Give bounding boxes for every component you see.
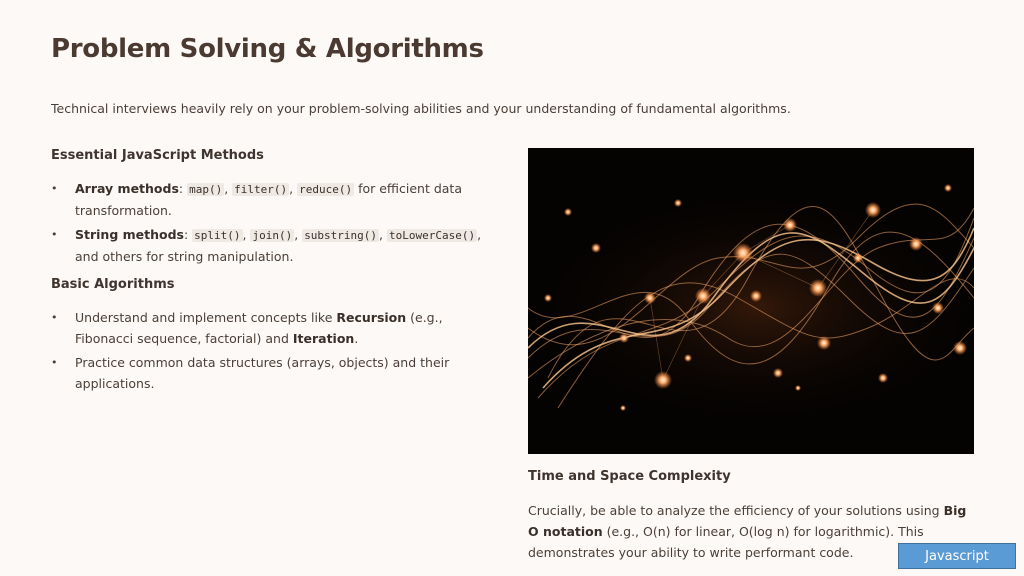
separator: , <box>289 181 298 196</box>
bullet-list <box>51 179 501 267</box>
code-snippet: filter() <box>234 183 288 196</box>
emphasis: Iteration <box>292 330 355 346</box>
emphasis: Recursion <box>336 310 407 325</box>
item-label: Array methods <box>75 181 179 196</box>
page-title: Problem Solving & Algorithms <box>51 34 484 64</box>
code-snippet: split() <box>194 229 241 242</box>
separator: , <box>242 227 251 242</box>
code-snippet: toLowerCase() <box>389 229 476 242</box>
bullet-icon: • <box>51 356 58 369</box>
left-column <box>51 148 501 398</box>
item-text: (e.g., Fibonacci sequence, factorial) and <box>75 310 443 346</box>
list-item <box>51 179 501 221</box>
bullet-icon: • <box>51 228 58 241</box>
emphasis: Big O notation <box>528 503 967 539</box>
code-snippet: substring() <box>304 229 378 242</box>
code-snippet: join() <box>252 229 293 242</box>
intro-text: Technical interviews heavily rely on your problem-solving abilities and your understanding of fundamental algorithms. <box>51 101 791 116</box>
section-heading: Basic Algorithms <box>51 277 175 292</box>
separator: , <box>379 227 387 242</box>
item-label: String methods <box>75 227 184 242</box>
bullet-list <box>51 308 501 394</box>
code-snippet: map() <box>189 183 223 196</box>
item-text: for efficient data transformation. <box>75 181 462 218</box>
separator: , <box>224 181 233 196</box>
item-text: , and others for string manipulation. <box>75 227 482 264</box>
list-item <box>51 308 501 349</box>
list-item <box>51 225 501 267</box>
section-basic-algorithms <box>51 277 501 394</box>
code-snippet: reduce() <box>299 183 353 196</box>
javascript-tag[interactable]: Javascript <box>898 543 1016 569</box>
item-text: . <box>354 330 359 346</box>
bullet-icon: • <box>51 182 58 195</box>
glowing-network-image <box>528 148 974 454</box>
paragraph-text: (e.g., O(n) for linear, O(log n) for logarithmic). This demonstrates your ability to write performant code. <box>528 524 924 560</box>
paragraph-text: Crucially, be able to analyze the efficiency of your solutions using <box>528 503 944 518</box>
separator: : <box>183 227 193 242</box>
section-heading: Essential JavaScript Methods <box>51 148 264 163</box>
list-item <box>51 353 501 394</box>
section-essential-methods <box>51 148 501 267</box>
separator: : <box>178 181 188 196</box>
item-text: Practice common data structures (arrays, objects) and their applications. <box>75 355 450 391</box>
bullet-icon: • <box>51 311 58 324</box>
section-heading-complexity: Time and Space Complexity <box>528 469 731 484</box>
network-illustration <box>528 148 974 454</box>
separator: , <box>294 227 303 242</box>
item-text: Understand and implement concepts like <box>75 310 337 325</box>
